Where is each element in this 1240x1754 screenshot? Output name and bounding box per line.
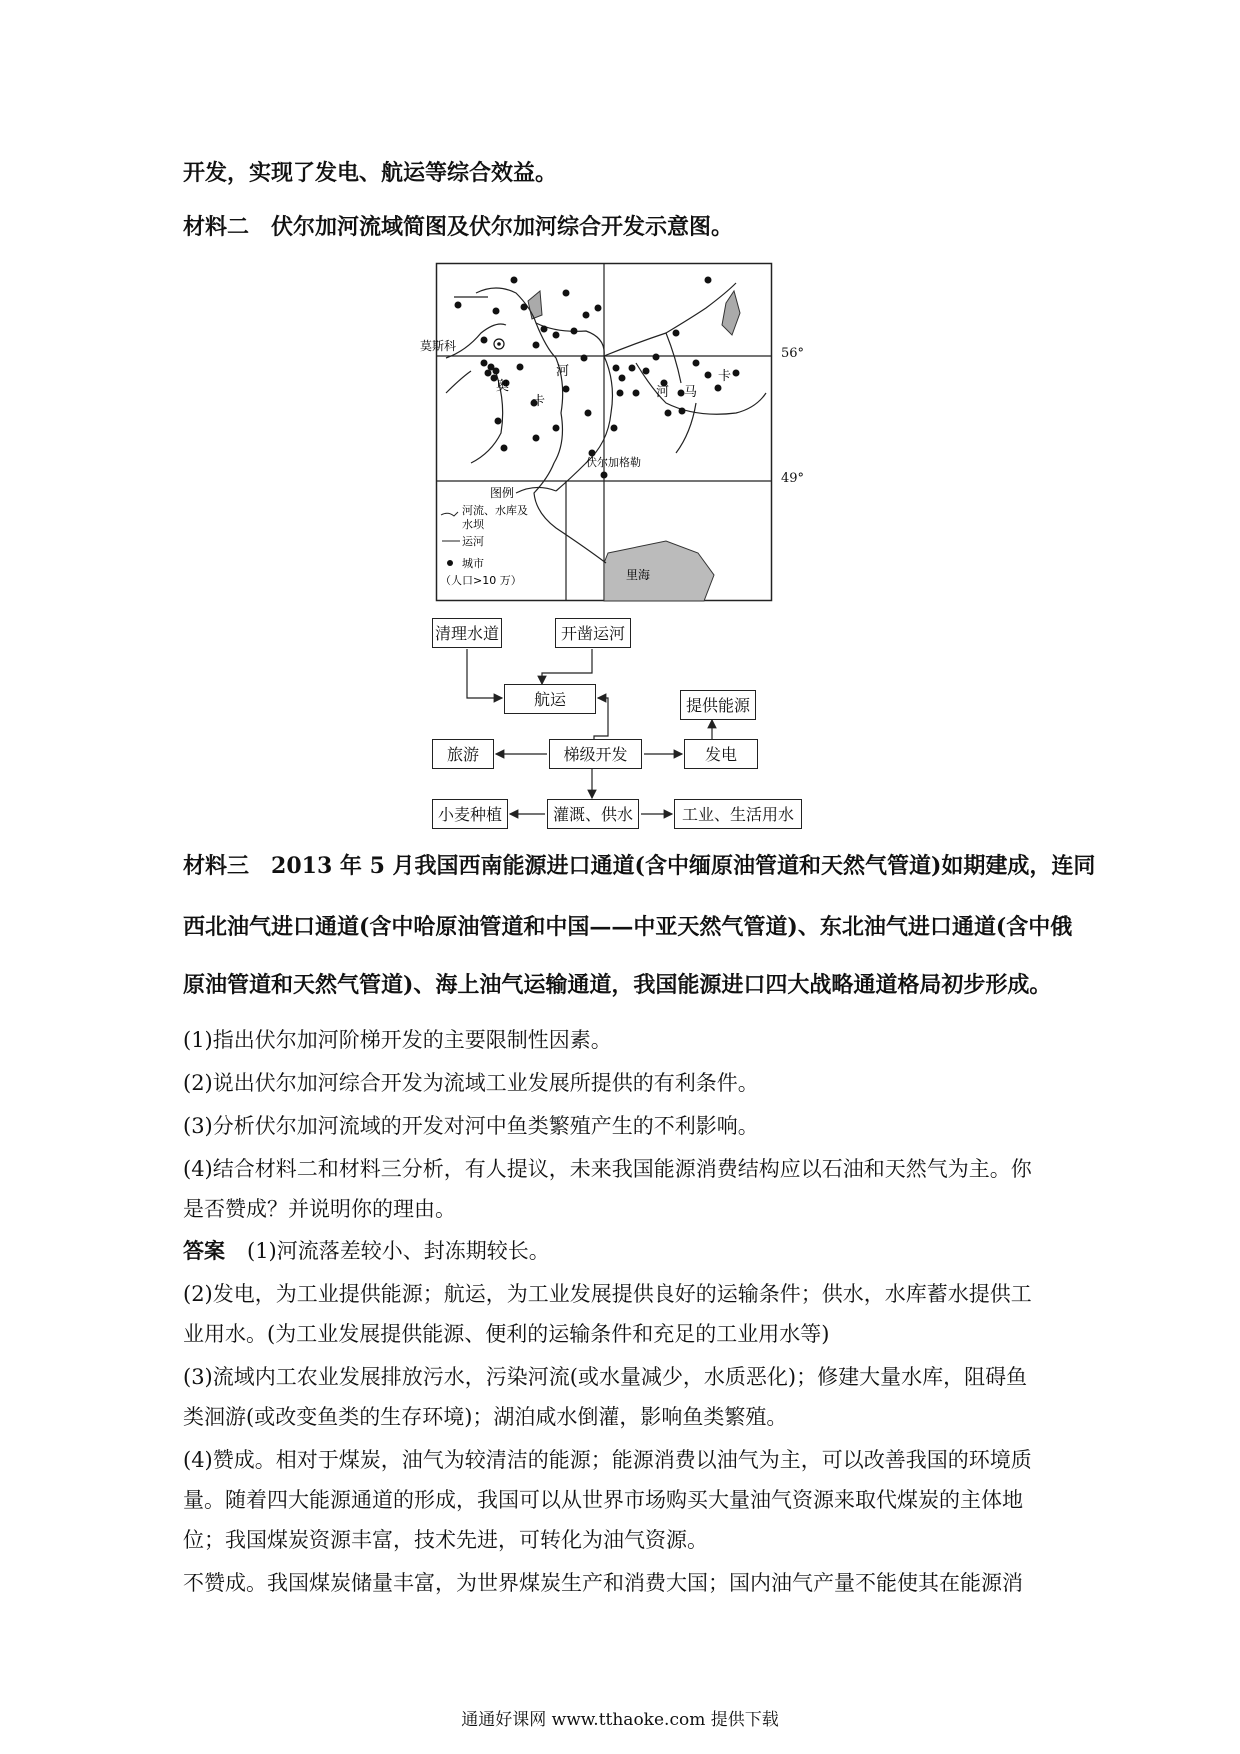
canal-box: 开凿运河	[555, 618, 631, 648]
latitude-label: 49°	[781, 471, 805, 486]
material-caption: 伏尔加河流域简图及伏尔加河综合开发示意图。	[271, 214, 734, 240]
answer-4-cont: 量。随着四大能源通道的形成，我国可以从世界市场购买大量油气资源来取代煤炭的主体地	[183, 1488, 1023, 1512]
irrigation-box: 灌溉、供水	[547, 799, 639, 829]
question-4-cont: 是否赞成？并说明你的理由。	[183, 1197, 456, 1221]
text-line: 原油管道和天然气管道)、海上油气运输通道，我国能源进口四大战略通道格局初步形成。	[183, 972, 1052, 998]
question-4: (4)结合材料二和材料三分析，有人提议，未来我国能源消费结构应以石油和天然气为主。你	[183, 1157, 1032, 1181]
volgograd-label: 伏尔加格勒	[586, 456, 641, 469]
answer-3: (3)流域内工农业发展排放污水，污染河流(或水量减少，水质恶化)；修建大量水库，阻碍鱼	[183, 1365, 1028, 1389]
material-two-heading	[183, 212, 733, 242]
volga-basin-map	[420, 263, 805, 605]
industrial-water-box: 工业、生活用水	[674, 799, 802, 829]
answer-3-cont: 类洄游(或改变鱼类的生存环境)；湖泊咸水倒灌，影响鱼类繁殖。	[183, 1405, 788, 1429]
map-svg	[420, 263, 772, 601]
answer-4: (4)赞成。相对于煤炭，油气为较清洁的能源；能源消费以油气为主，可以改善我国的环境质	[183, 1448, 1032, 1472]
material-label: 材料三	[183, 853, 250, 879]
river-name-char: 河	[556, 364, 570, 379]
shipping-box: 航运	[504, 684, 596, 714]
legend-city-note: （人口>10 万）	[440, 574, 522, 587]
page-footer: 通通好课网 www.tthaoke.com 提供下载	[461, 1710, 779, 1730]
caspian-label: 里海	[626, 568, 651, 582]
river-name-char: 卡	[532, 394, 546, 409]
energy-box: 提供能源	[680, 690, 756, 720]
answer-4-disagree: 不赞成。我国煤炭储量丰富，为世界煤炭生产和消费大国；国内油气产量不能使其在能源消	[183, 1571, 1023, 1595]
answer-4-cont: 位；我国煤炭资源丰富，技术先进，可转化为油气资源。	[183, 1528, 708, 1552]
legend-city-icon	[447, 560, 453, 566]
text-line: 开发，实现了发电、航运等综合效益。	[183, 160, 558, 186]
river-name-char: 河	[656, 385, 670, 400]
river-name-char: 马	[684, 385, 698, 400]
moscow-label: 莫斯科	[420, 339, 457, 353]
legend-river-label: 河流、水库及	[462, 504, 528, 517]
legend-title: 图例	[490, 486, 515, 500]
answer-1: (1)河流落差较小、封冻期较长。	[247, 1239, 550, 1263]
answer-label: 答案	[183, 1238, 225, 1263]
legend-city-label: 城市	[462, 557, 484, 570]
material-three-line	[183, 851, 1095, 881]
question-1: (1)指出伏尔加河阶梯开发的主要限制性因素。	[183, 1028, 612, 1052]
power-box: 发电	[684, 739, 758, 769]
legend-river-label: 水坝	[462, 518, 484, 531]
answer-1-line	[183, 1236, 550, 1266]
tourism-box: 旅游	[432, 739, 494, 769]
answer-2-cont: 业用水。(为工业发展提供能源、便利的运输条件和充足的工业用水等)	[183, 1322, 830, 1346]
text-line: 西北油气进口通道(含中哈原油管道和中国——中亚天然气管道)、东北油气进口通道(含中俄	[183, 914, 1073, 940]
material-text: 2013 年 5 月我国西南能源进口通道(含中缅原油管道和天然气管道)如期建成，连同	[271, 853, 1096, 879]
river-name-char: 奥	[496, 379, 510, 394]
question-3: (3)分析伏尔加河流域的开发对河中鱼类繁殖产生的不利影响。	[183, 1114, 759, 1138]
latitude-label: 56°	[781, 346, 805, 361]
answer-2: (2)发电，为工业提供能源；航运，为工业发展提供良好的运输条件；供水，水库蓄水提供工	[183, 1282, 1032, 1306]
material-label: 材料二	[183, 214, 250, 240]
legend-canal-label: 运河	[462, 535, 484, 548]
river-name-char: 卡	[718, 369, 732, 384]
dredge-box: 清理水道	[432, 618, 502, 648]
question-2: (2)说出伏尔加河综合开发为流域工业发展所提供的有利条件。	[183, 1071, 759, 1095]
wheat-box: 小麦种植	[432, 799, 508, 829]
cascade-box: 梯级开发	[549, 739, 642, 769]
